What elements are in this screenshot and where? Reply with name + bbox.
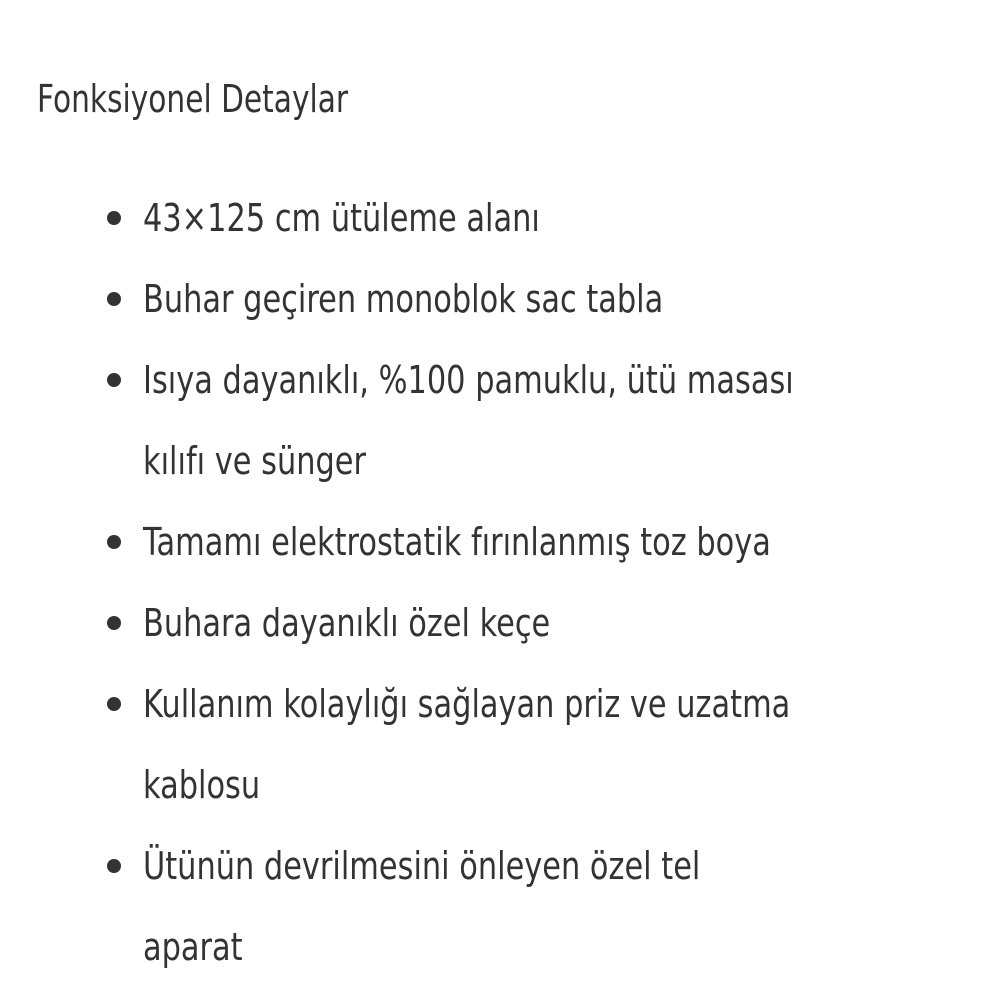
section-title: Fonksiyonel Detaylar bbox=[37, 77, 349, 121]
list-item-text: Kullanım kolaylığı sağlayan priz ve uzatma bbox=[143, 682, 791, 726]
bullet-dot-icon bbox=[107, 211, 121, 225]
list-item bbox=[0, 259, 1000, 340]
bullet-dot-icon bbox=[107, 697, 121, 711]
list-item bbox=[0, 583, 1000, 664]
list-item-text: 43×125 cm ütüleme alanı bbox=[143, 196, 540, 240]
feature-list bbox=[0, 178, 1000, 988]
list-item-text-continued: aparat bbox=[143, 925, 243, 969]
list-item-text: Isıya dayanıklı, %100 pamuklu, ütü masası bbox=[143, 358, 794, 402]
list-item bbox=[0, 178, 1000, 259]
list-item bbox=[0, 664, 1000, 826]
list-item-text: Ütünün devrilmesini önleyen özel tel bbox=[143, 844, 701, 888]
bullet-dot-icon bbox=[107, 616, 121, 630]
bullet-dot-icon bbox=[107, 535, 121, 549]
list-item bbox=[0, 340, 1000, 502]
bullet-dot-icon bbox=[107, 373, 121, 387]
list-item bbox=[0, 502, 1000, 583]
list-item-text: Buhar geçiren monoblok sac tabla bbox=[143, 277, 664, 321]
bullet-dot-icon bbox=[107, 859, 121, 873]
list-item-text: Tamamı elektrostatik fırınlanmış toz boya bbox=[143, 520, 771, 564]
list-item-text-continued: kablosu bbox=[143, 763, 261, 807]
list-item-text-continued: kılıfı ve sünger bbox=[143, 439, 366, 483]
bullet-dot-icon bbox=[107, 292, 121, 306]
list-item-text: Buhara dayanıklı özel keçe bbox=[143, 601, 551, 645]
list-item bbox=[0, 826, 1000, 988]
